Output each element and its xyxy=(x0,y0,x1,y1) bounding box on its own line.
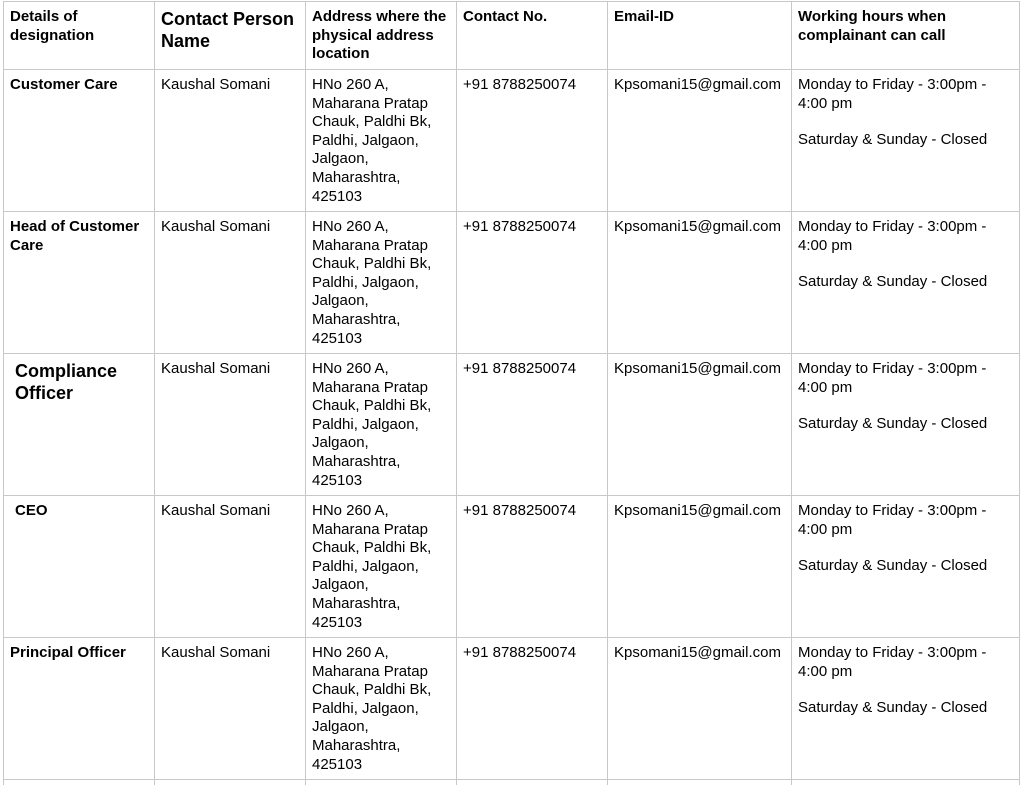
phone-cell: +91 8788250074 xyxy=(457,354,608,496)
address-cell: HNo 260 A, Maharana Pratap Chauk, Paldhi Bk, Paldhi, Jalgaon, Jalgaon, Maharashtra, 425103 xyxy=(306,70,457,212)
hours-weekday: Monday to Friday - 3:00pm - 4:00 pm xyxy=(798,76,987,112)
working-hours-cell xyxy=(792,638,1020,780)
header-working-hours: Working hours when complainant can call xyxy=(792,2,1020,70)
table-row xyxy=(4,354,1020,496)
table-row xyxy=(4,638,1020,780)
header-address: Address where the physical address location xyxy=(306,2,457,70)
table-row xyxy=(4,70,1020,212)
contact-name-cell: Kaushal Somani xyxy=(155,496,306,638)
table-row xyxy=(4,496,1020,638)
table-row xyxy=(4,212,1020,354)
contact-details-table xyxy=(3,1,1020,785)
phone-cell: +91 8788250074 xyxy=(457,70,608,212)
working-hours-cell xyxy=(792,70,1020,212)
header-email: Email-ID xyxy=(608,2,792,70)
header-contact-person: Contact Person Name xyxy=(155,2,306,70)
hours-weekday: Monday to Friday - 3:00pm - 4:00 pm xyxy=(798,644,987,680)
email-cell: Kpsomani15@gmail.com xyxy=(608,354,792,496)
email-cell: Kpsomani15@gmail.com xyxy=(608,70,792,212)
designation-cell: Head of Customer Care xyxy=(4,212,155,354)
contact-name-cell: Kaushal Somani xyxy=(155,212,306,354)
designation-cell: CEO xyxy=(4,496,155,638)
email-cell: Kpsomani15@gmail.com xyxy=(608,638,792,780)
address-cell: HNo 260 A, Maharana Pratap Chauk, Paldhi Bk, Paldhi, Jalgaon, Jalgaon, Maharashtra, 425103 xyxy=(306,212,457,354)
hours-weekend: Saturday & Sunday - Closed xyxy=(798,557,988,575)
phone-cell: +91 8788250074 xyxy=(457,638,608,780)
designation-cell: Compliance Officer xyxy=(4,354,155,496)
table-row-partial xyxy=(4,780,1020,785)
hours-weekday: Monday to Friday - 3:00pm - 4:00 pm xyxy=(798,218,987,254)
email-cell: Kpsomani15@gmail.com xyxy=(608,496,792,638)
phone-cell: +91 8788250074 xyxy=(457,496,608,638)
working-hours-cell xyxy=(792,354,1020,496)
address-cell: HNo 260 A, Maharana Pratap Chauk, Paldhi Bk, Paldhi, Jalgaon, Jalgaon, Maharashtra, 425103 xyxy=(306,638,457,780)
address-cell: HNo 260 A, Maharana Pratap Chauk, Paldhi Bk, Paldhi, Jalgaon, Jalgaon, Maharashtra, 425103 xyxy=(306,496,457,638)
hours-weekend: Saturday & Sunday - Closed xyxy=(798,699,988,717)
table-header-row xyxy=(4,2,1020,70)
hours-weekend: Saturday & Sunday - Closed xyxy=(798,415,988,433)
phone-cell: +91 8788250074 xyxy=(457,212,608,354)
header-contact-no: Contact No. xyxy=(457,2,608,70)
hours-weekday: Monday to Friday - 3:00pm - 4:00 pm xyxy=(798,360,987,396)
email-cell: Kpsomani15@gmail.com xyxy=(608,212,792,354)
contact-name-cell: Kaushal Somani xyxy=(155,354,306,496)
hours-weekend: Saturday & Sunday - Closed xyxy=(798,273,988,291)
hours-weekend: Saturday & Sunday - Closed xyxy=(798,131,988,149)
working-hours-cell xyxy=(792,212,1020,354)
hours-weekday: Monday to Friday - 3:00pm - 4:00 pm xyxy=(798,502,987,538)
contact-name-cell: Kaushal Somani xyxy=(155,70,306,212)
contact-name-cell: Kaushal Somani xyxy=(155,638,306,780)
working-hours-cell xyxy=(792,496,1020,638)
header-designation: Details of designation xyxy=(4,2,155,70)
designation-cell: Principal Officer xyxy=(4,638,155,780)
designation-cell: Customer Care xyxy=(4,70,155,212)
address-cell: HNo 260 A, Maharana Pratap Chauk, Paldhi Bk, Paldhi, Jalgaon, Jalgaon, Maharashtra, 425103 xyxy=(306,354,457,496)
